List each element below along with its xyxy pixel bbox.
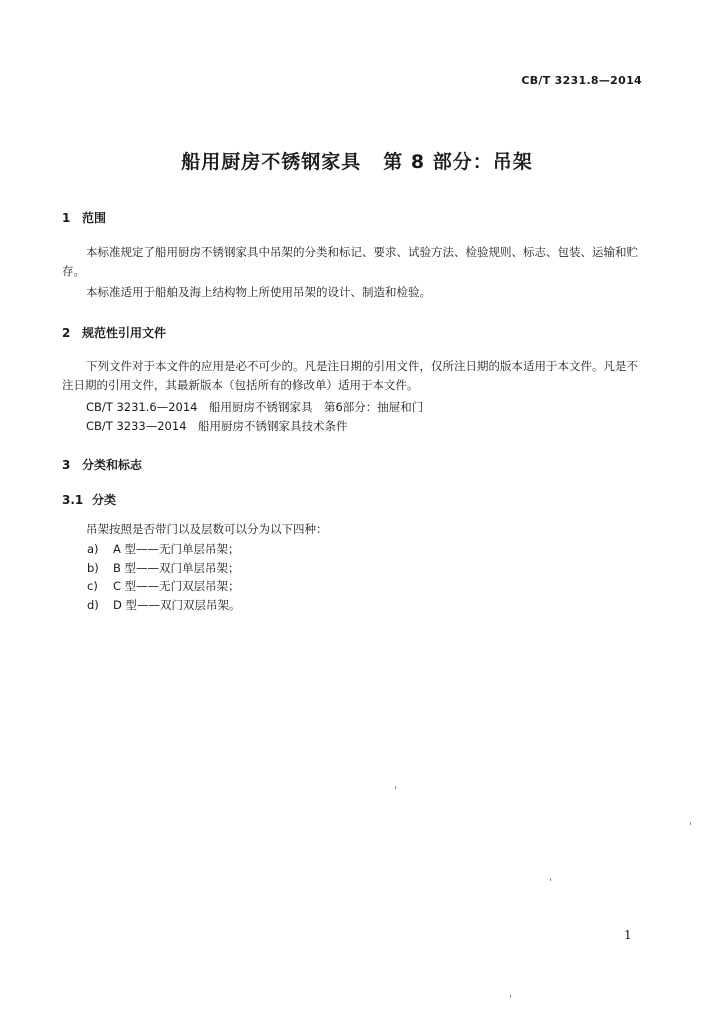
list-item	[87, 597, 241, 613]
list-text: A 型——无门单层吊架；	[113, 542, 240, 556]
list-item	[87, 541, 240, 557]
section-title: 规范性引用文件	[82, 326, 167, 340]
scan-speck	[550, 878, 551, 881]
title-part: 第 8 部分：吊架	[383, 151, 533, 173]
list-marker: a)	[87, 542, 99, 556]
section-1-heading	[62, 209, 106, 226]
normative-reference: CB/T 3233—2014 船用厨房不锈钢家具技术条件	[86, 419, 348, 433]
section-title: 分类和标志	[82, 458, 143, 472]
section-number: 2	[62, 326, 71, 340]
list-item	[87, 560, 240, 576]
list-marker: c)	[87, 579, 98, 593]
section-number: 1	[62, 211, 71, 225]
normative-reference: CB/T 3231.6—2014 船用厨房不锈钢家具 第6部分：抽屉和门	[86, 400, 424, 414]
section-2-paragraph-1: 下列文件对于本文件的应用是必不可少的。凡是注日期的引用文件，仅所注日期的版本适用于本文件。凡是不注日期的引用文件，其最新版本（包括所有的修改单）适用于本文件。	[62, 359, 638, 392]
subsection-title: 分类	[92, 493, 117, 507]
scan-speck	[690, 822, 691, 825]
list-item	[87, 578, 240, 594]
subsection-number: 3.1	[62, 493, 84, 507]
title-main: 船用厨房不锈钢家具	[181, 151, 362, 173]
document-title	[0, 147, 714, 174]
section-2-heading	[62, 324, 166, 341]
document-code: CB/T 3231.8—2014	[521, 74, 642, 87]
list-marker: d)	[87, 598, 99, 612]
list-marker: b)	[87, 561, 99, 575]
list-text: D 型——双门双层吊架。	[113, 598, 241, 612]
section-number: 3	[62, 458, 71, 472]
section-1-paragraph-2: 本标准适用于船舶及海上结构物上所使用吊架的设计、制造和检验。	[86, 285, 431, 299]
section-1-paragraph-1: 本标准规定了船用厨房不锈钢家具中吊架的分类和标记、要求、试验方法、检验规则、标志、包装、运输和贮存。	[62, 245, 638, 278]
classification-intro: 吊架按照是否带门以及层数可以分为以下四种：	[86, 522, 328, 536]
page-number: 1	[624, 928, 632, 942]
scan-speck	[510, 995, 511, 998]
section-3-heading	[62, 456, 142, 473]
list-text: B 型——双门单层吊架；	[113, 561, 240, 575]
subsection-3-1-heading	[62, 491, 116, 508]
scan-speck	[395, 786, 396, 789]
list-text: C 型——无门双层吊架；	[113, 579, 240, 593]
section-title: 范围	[82, 211, 107, 225]
